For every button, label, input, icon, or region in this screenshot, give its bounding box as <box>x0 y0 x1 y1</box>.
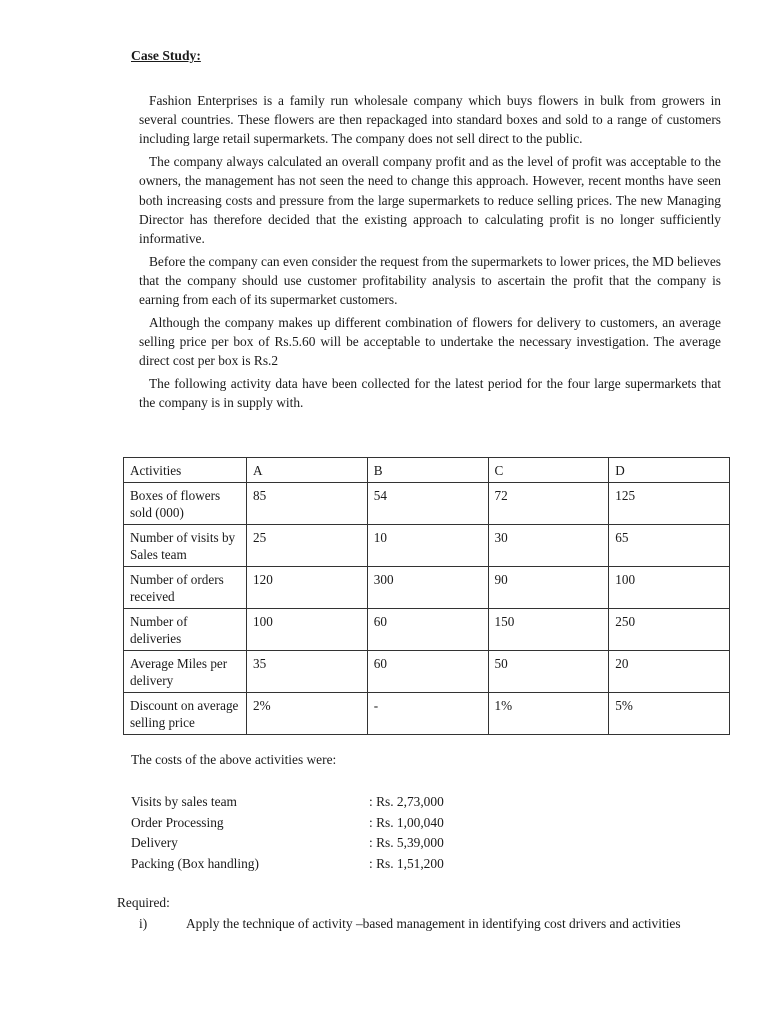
header-cell: C <box>488 458 609 483</box>
table-cell: 90 <box>488 567 609 609</box>
table-cell: 35 <box>247 651 368 693</box>
table-cell: 72 <box>488 483 609 525</box>
table-cell: 120 <box>247 567 368 609</box>
required-item-number: i) <box>139 916 148 931</box>
table-cell: Average Miles per delivery <box>124 651 247 693</box>
table-row <box>124 651 730 693</box>
table-cell: 100 <box>247 609 368 651</box>
cost-row <box>131 855 531 876</box>
paragraph: The company always calculated an overall company profit and as the level of profit was acceptable to the owners, the management has not seen the need to change this approach. However, recent months have seen both increasing costs and pressure from the large supermarkets to reduce selling prices. The new Managing Director has therefore decided that the existing approach to calculating profit is no longer sufficiently informative. <box>139 154 721 246</box>
table-header-row <box>124 458 730 483</box>
table-cell: 50 <box>488 651 609 693</box>
header-cell: A <box>247 458 368 483</box>
table-cell: - <box>367 693 488 735</box>
table-row <box>124 567 730 609</box>
paragraph: Before the company can even consider the request from the supermarkets to lower prices, the MD believes that the company should use customer profitability analysis to ascertain the profit that the company is earning from each of its supermarket customers. <box>139 253 721 308</box>
table-cell: 25 <box>247 525 368 567</box>
case-study-heading: Case Study: <box>131 48 201 63</box>
table-cell: 150 <box>488 609 609 651</box>
table-cell: 10 <box>367 525 488 567</box>
table-cell: 54 <box>367 483 488 525</box>
table-cell: 5% <box>609 693 730 735</box>
table-cell: 250 <box>609 609 730 651</box>
table-cell: 2% <box>247 693 368 735</box>
table-cell: 20 <box>609 651 730 693</box>
table-cell: 85 <box>247 483 368 525</box>
header-cell: D <box>609 458 730 483</box>
cost-label: Visits by sales team <box>131 794 237 809</box>
table-cell: 60 <box>367 609 488 651</box>
table-cell: Boxes of flowers sold (000) <box>124 483 247 525</box>
table-cell: Discount on average selling price <box>124 693 247 735</box>
table-cell: Number of visits by Sales team <box>124 525 247 567</box>
cost-label: Order Processing <box>131 814 224 830</box>
table-row <box>124 609 730 651</box>
table-cell: 1% <box>488 693 609 735</box>
paragraph: Although the company makes up different combination of flowers for delivery to customers, an average selling price per box of Rs.5.60 will be acceptable to undertake the necessary investigation. The average direct cost per box is Rs.2 <box>139 314 721 369</box>
table-cell: Number of orders received <box>124 567 247 609</box>
required-label: Required: <box>117 895 170 910</box>
header-cell: B <box>367 458 488 483</box>
table-row <box>124 483 730 525</box>
case-study-body <box>139 91 721 416</box>
paragraph: Fashion Enterprises is a family run wholesale company which buys flowers in bulk from growers in several countries. These flowers are then repackaged into standard boxes and sold to a range of customers including large retail supermarkets. The company does not sell direct to the public. <box>139 93 721 147</box>
table-cell: 65 <box>609 525 730 567</box>
table-row <box>124 525 730 567</box>
cost-value: : Rs. 1,51,200 <box>369 855 444 871</box>
table-cell: 125 <box>609 483 730 525</box>
cost-row <box>131 814 531 835</box>
cost-row <box>131 834 531 855</box>
activity-cost-list <box>131 793 531 875</box>
table-cell: 30 <box>488 525 609 567</box>
cost-value: : Rs. 5,39,000 <box>369 835 444 850</box>
header-cell: Activities <box>124 458 247 483</box>
table-row <box>124 693 730 735</box>
costs-intro: The costs of the above activities were: <box>131 752 337 767</box>
table-cell: 60 <box>367 651 488 693</box>
table-cell: Number of deliveries <box>124 609 247 651</box>
cost-label: Delivery <box>131 835 178 850</box>
required-item-text: Apply the technique of activity –based management in identifying cost drivers and activities <box>186 916 681 931</box>
table-cell: 300 <box>367 567 488 609</box>
paragraph: The following activity data have been collected for the latest period for the four large supermarkets that the company is in supply with. <box>139 375 721 411</box>
cost-value: : Rs. 1,00,040 <box>369 814 444 830</box>
cost-value: : Rs. 2,73,000 <box>369 794 444 809</box>
table-cell: 100 <box>609 567 730 609</box>
cost-label: Packing (Box handling) <box>131 855 259 871</box>
activity-data-table <box>123 457 730 735</box>
cost-row <box>131 793 531 814</box>
